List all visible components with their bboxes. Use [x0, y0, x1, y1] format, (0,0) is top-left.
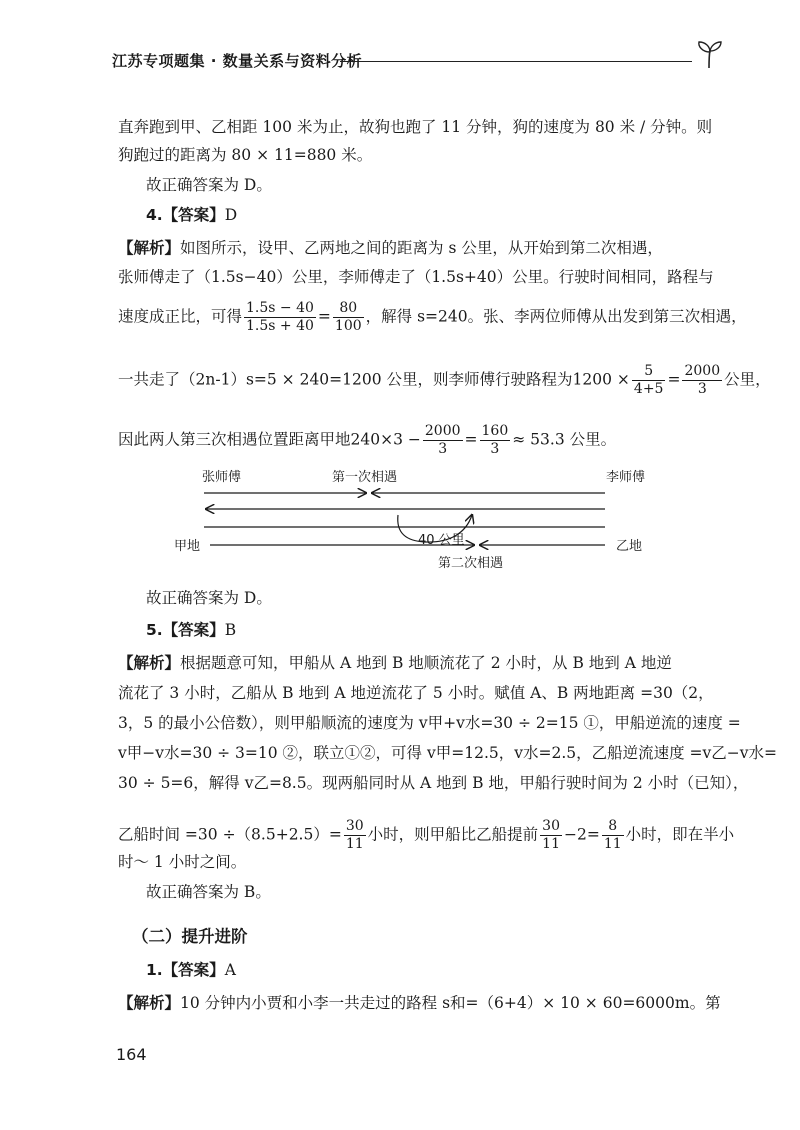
question-header	[146, 960, 236, 980]
fraction: $\frac{8}{11}$	[603, 818, 622, 852]
header-title: 江苏专项题集 · 数量关系与资料分析	[112, 52, 363, 70]
answer-label: 1.【答案】	[146, 961, 225, 979]
fraction: $\frac{1.5s - 40}{1.5s + 40}$	[246, 300, 314, 334]
text-line: 【解析】10 分钟内小贾和小李一共走过的路程 s和=（6+4）× 10 × 60=6000m。第	[118, 994, 721, 1012]
text-line: 【解析】根据题意可知，甲船从 A 地到 B 地顺流花了 2 小时，从 B 地到 A 地逆	[118, 654, 672, 672]
answer-label: 5.【答案】	[146, 621, 225, 639]
question-header	[146, 205, 237, 225]
meeting-diagram	[160, 463, 660, 578]
fraction: $\frac{5}{4+5}$	[633, 363, 664, 397]
label-40km: 40 公里	[418, 533, 465, 548]
label-yi: 乙地	[616, 539, 643, 554]
text-line: 【解析】如图所示，设甲、乙两地之间的距离为 s 公里，从开始到第二次相遇，	[118, 239, 663, 257]
text-line: 张师傅走了（1.5s−40）公里，李师傅走了（1.5s+40）公里。行驶时间相同，路程与	[118, 268, 714, 286]
section-title: （二）提升进阶	[132, 927, 248, 946]
question-header	[146, 620, 236, 640]
sprout-icon	[692, 40, 726, 70]
analysis-label: 【解析】	[118, 994, 181, 1012]
text-line: 时～ 1 小时之间。	[118, 853, 247, 871]
text-line: 乙船时间 =30 ÷（8.5+2.5）= $\frac{30}{11}$ 小时，则甲船比乙船提前 $\frac{30}{11}$ −2= $\frac{8}{11}$ 小时，即在半小	[118, 818, 735, 852]
analysis-label: 【解析】	[118, 654, 181, 672]
label-zhang: 张师傅	[202, 470, 242, 485]
text-line: 因此两人第三次相遇位置距离甲地240×3 − $\frac{2000}{3}$ = $\frac{160}{3}$ ≈ 53.3 公里。	[118, 423, 617, 457]
text-line: 30 ÷ 5=6，解得 v乙=8.5。现两船同时从 A 地到 B 地，甲船行驶时间为 2 小时（已知），	[118, 774, 749, 792]
answer-label: 4.【答案】	[146, 206, 225, 224]
header-rule	[340, 61, 692, 62]
answer-value: A	[224, 961, 236, 979]
page-number: 164	[116, 1045, 147, 1064]
label-jia: 甲地	[174, 539, 201, 554]
fraction: $\frac{2000}{3}$	[684, 363, 721, 397]
answer-line: 故正确答案为 B。	[146, 883, 271, 901]
label-second-meet: 第二次相遇	[438, 556, 504, 571]
answer-value: D	[224, 206, 238, 224]
fraction: $\frac{160}{3}$	[481, 423, 509, 457]
text-line: 流花了 3 小时，乙船从 B 地到 A 地逆流花了 5 小时。赋值 A、B 两地距离 =30（2，	[118, 684, 714, 702]
text-line: 一共走了（2n-1）s=5 × 240=1200 公里，则李师傅行驶路程为1200 × $\frac{5}{4+5}$ = $\frac{2000}{3}$ 公里，	[118, 363, 771, 397]
answer-value: B	[224, 621, 237, 639]
page-header	[112, 40, 722, 76]
fraction: $\frac{2000}{3}$	[424, 423, 461, 457]
fraction: $\frac{30}{11}$	[345, 818, 364, 852]
answer-line: 故正确答案为 D。	[146, 589, 272, 607]
text-line: 直奔跑到甲、乙相距 100 米为止，故狗也跑了 11 分钟，狗的速度为 80 米 / 分钟。则	[118, 118, 713, 136]
text-line: 速度成正比，可得 $\frac{1.5s - 40}{1.5s + 40}$ = $\frac{80}{100}$ ，解得 s=240。张、李两位师傅从出发到第三次相遇，	[118, 300, 747, 334]
answer-line: 故正确答案为 D。	[146, 176, 272, 194]
fraction: $\frac{80}{100}$	[334, 300, 362, 334]
text-line: v甲−v水=30 ÷ 3=10 ②，联立①②，可得 v甲=12.5，v水=2.5，乙船逆流速度 =v乙−v水=	[118, 744, 778, 762]
analysis-label: 【解析】	[118, 239, 181, 257]
text-line: 3，5 的最小公倍数），则甲船顺流的速度为 v甲+v水=30 ÷ 2=15 ①，甲船逆流的速度 =	[118, 714, 741, 732]
label-first-meet: 第一次相遇	[332, 470, 398, 485]
text-line: 狗跑过的距离为 80 × 11=880 米。	[118, 146, 373, 164]
fraction: $\frac{30}{11}$	[542, 818, 560, 852]
label-li: 李师傅	[606, 470, 646, 485]
